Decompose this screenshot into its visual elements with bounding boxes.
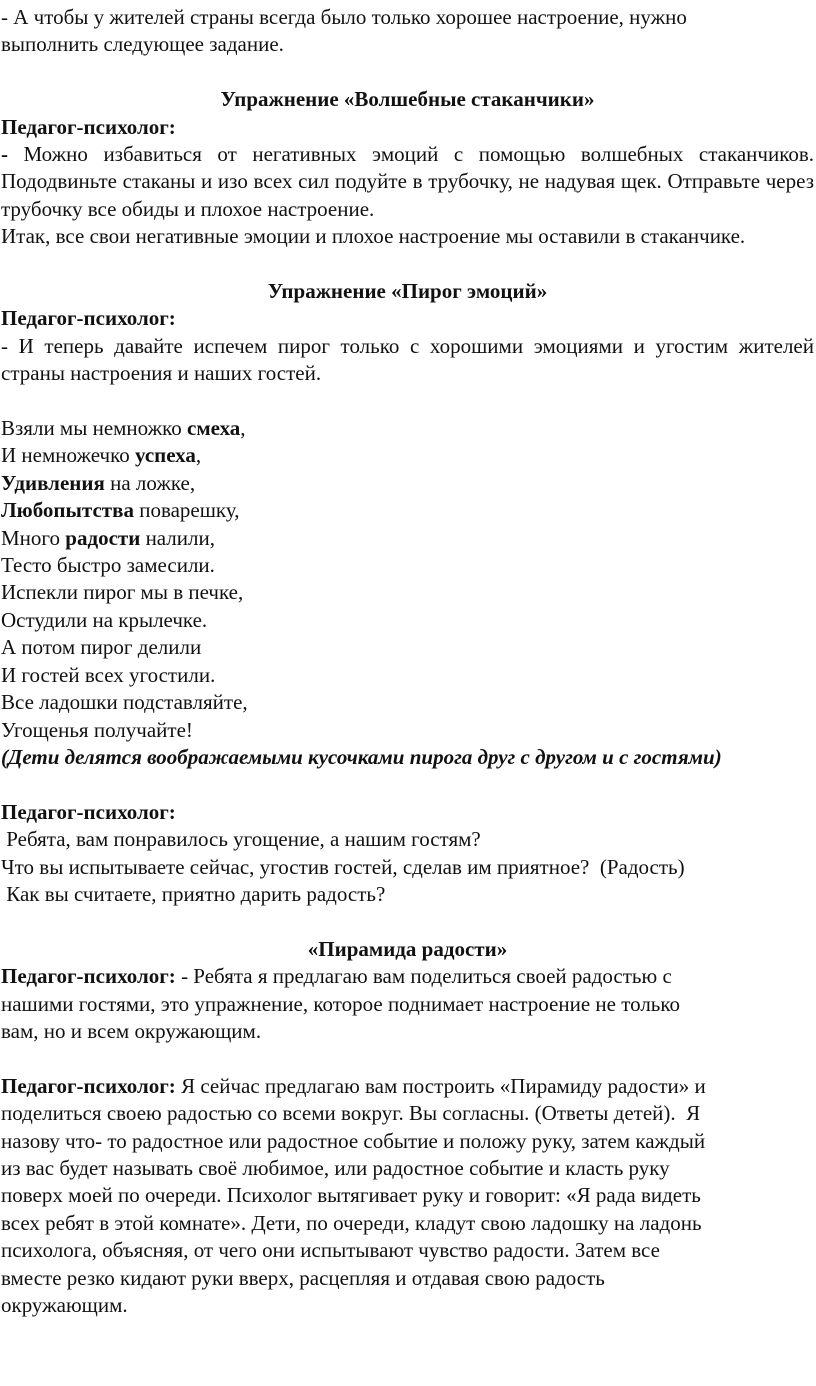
- poem-text: на ложке,: [104, 470, 196, 495]
- poem-text: поварешку,: [133, 498, 240, 523]
- spacer: [1, 251, 814, 278]
- dash: -: [1, 142, 8, 167]
- poem-bold-word: Удивления: [1, 470, 105, 495]
- exercise-3-line-4: [1, 1073, 814, 1100]
- exercise-2-title: Упражнение «Пирог эмоций»: [267, 279, 548, 304]
- poem-line-12: Угощенья получайте!: [1, 717, 193, 742]
- poem-line-9: А потом пирог делили: [1, 635, 202, 660]
- poem-line-10: И гостей всех угостили.: [1, 662, 216, 687]
- poem-line-11: Все ладошки подставляйте,: [1, 690, 248, 715]
- exercise-1-speaker: [1, 114, 814, 141]
- exercise-2-paragraph-1: - И теперь давайте испечем пирог только с хорошими эмоциями и угостим жителей страны настроения и наших гостей.: [1, 333, 814, 386]
- talk-question-1: Ребята, вам понравилось угощение, а нашим гостям?: [1, 827, 481, 852]
- exercise-3-line-11: вместе резко кидают руки вверх, расцепляя и отдавая свою радость: [1, 1265, 605, 1290]
- exercise-3-line-2: нашими гостями, это упражнение, которое поднимает настроение не только: [1, 991, 681, 1016]
- poem-line-2: [1, 442, 814, 469]
- talk-speaker: [1, 799, 814, 826]
- talk-question-2: Что вы испытываете сейчас, угостив гостей, сделав им приятное? (Радость): [1, 854, 685, 879]
- exercise-3-line-7: из вас будет называть своё любимое, или радостное событие и класть руку: [1, 1155, 670, 1180]
- exercise-1-paragraph-1: [1, 141, 814, 223]
- poem-text: Взяли мы немножко: [1, 416, 188, 441]
- exercise-1-title: Упражнение «Волшебные стаканчики»: [220, 87, 595, 112]
- speaker-label: Педагог-психолог:: [1, 1073, 176, 1098]
- speaker-label: Педагог-психолог:: [1, 964, 176, 989]
- poem-bold-word: смеха: [187, 416, 241, 441]
- exercise-3-line-9: всех ребят в этой комнате». Дети, по очереди, кладут свою ладошку на ладонь: [1, 1210, 702, 1235]
- poem-stage-note: [1, 744, 814, 771]
- poem-text: ,: [240, 416, 246, 441]
- poem-line-7: Испекли пирог мы в печке,: [1, 580, 244, 605]
- poem-bold-word: успеха: [134, 443, 196, 468]
- poem-text: И немножечко: [1, 443, 135, 468]
- exercise-3-line-12: окружающим.: [1, 1293, 128, 1317]
- intro-line-2: выполнить следующее задание.: [1, 32, 284, 57]
- poem-line-6: Тесто быстро замесили.: [1, 553, 215, 578]
- poem-line-5: [1, 525, 814, 552]
- poem-text: Много: [1, 525, 66, 550]
- talk-question-3: Как вы считаете, приятно дарить радость?: [1, 881, 386, 906]
- exercise-3-title: «Пирамида радости»: [307, 936, 508, 961]
- spacer: [1, 59, 814, 86]
- exercise-3-line-5: поделиться своею радостью со всеми вокруг. Вы согласны. (Ответы детей). Я: [1, 1101, 701, 1126]
- exercise-3-text: Я сейчас предлагаю вам построить «Пирамиду радости» и: [175, 1073, 706, 1098]
- exercise-3-line-1: [1, 963, 814, 990]
- poem-line-3: [1, 470, 814, 497]
- spacer: [1, 771, 814, 798]
- speaker-label: Педагог-психолог:: [1, 306, 176, 331]
- spacer: [1, 908, 814, 935]
- exercise-3-line-6: назову что- то радостное или радостное событие и положу руку, затем каждый: [1, 1128, 706, 1153]
- stage-note-text: (Дети делятся воображаемыми кусочками пирога друг с другом и с гостями): [1, 744, 722, 769]
- poem-bold-word: Любопытства: [1, 498, 134, 523]
- intro-line-1: - А чтобы у жителей страны всегда было только хорошее настроение, нужно: [1, 5, 687, 29]
- exercise-1-text: Можно избавиться от негативных эмоций с помощью волшебных стаканчиков. Пододвиньте стаканы и изо всех сил подуйте в трубочку, не надувая щек. Отправьте через трубочку все обиды и плохое настроение.: [1, 142, 814, 221]
- exercise-3-line-8: поверх моей по очереди. Психолог вытягивает руку и говорит: «Я рада видеть: [1, 1183, 701, 1208]
- exercise-3-line-10: психолога, объясняя, от чего они испытывают чувство радости. Затем все: [1, 1238, 660, 1263]
- speaker-label: Педагог-психолог:: [1, 114, 176, 139]
- poem-line-4: [1, 497, 814, 524]
- spacer: [1, 388, 814, 415]
- speaker-label: Педагог-психолог:: [1, 799, 176, 824]
- poem-text: ,: [195, 443, 202, 468]
- poem-text: налили,: [140, 525, 215, 550]
- exercise-3-text: - Ребята я предлагаю вам поделиться своей радостью с: [175, 964, 672, 989]
- spacer: [1, 1045, 814, 1072]
- poem-bold-word: радости: [65, 525, 141, 550]
- exercise-1-paragraph-2: Итак, все свои негативные эмоции и плохое настроение мы оставили в стаканчике.: [1, 224, 746, 249]
- poem: [1, 415, 814, 771]
- poem-line-1: [1, 415, 814, 442]
- exercise-2-speaker: [1, 305, 814, 332]
- exercise-3-line-3: вам, но и всем окружающим.: [1, 1018, 262, 1043]
- poem-line-8: Остудили на крылечке.: [1, 607, 208, 632]
